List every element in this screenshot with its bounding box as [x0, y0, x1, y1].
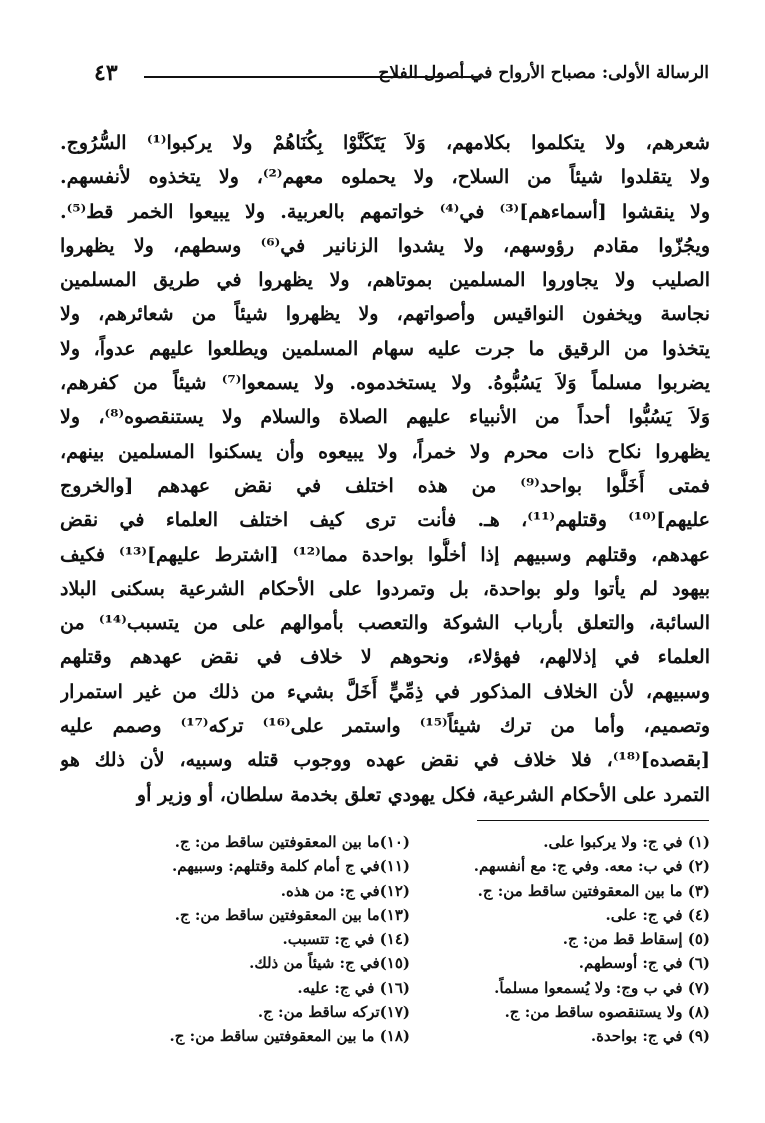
running-title: الرسالة الأولى: مصباح الأرواح في أصول الفلاح [378, 63, 709, 83]
footnote: (٢) في ب: معه. وفي ج: مع أنفسهم. [473, 857, 710, 876]
text-line: ولا يتقلدوا شيئاً من السلاح، ولا يحملوه معهم⁽²⁾، ولا يتخذوه لأنفسهم. [60, 166, 710, 189]
text-line: يتخذوا من الرقيق ما جرت عليه سهام المسلمين ويطلعوا عليهم عدواً، ولا [60, 337, 710, 360]
text-line: ولا ينقشوا [أسماءهم]⁽³⁾ في⁽⁴⁾ خواتمهم بالعربية. ولا يبيعوا الخمر قط⁽⁵⁾. [60, 200, 710, 223]
running-header [94, 58, 709, 88]
text-line: نجاسة ويخفون النواقيس وأصواتهم، ولا يظهروا شيئاً من شعائرهم، ولا [60, 303, 710, 326]
footnote: (١٨) ما بين المعقوفتين ساقط من: ج. [169, 1027, 410, 1046]
text-line: يظهروا نكاح ذات محرم ولا خمراً، ولا يبيعوه وأن يسكنوا المسلمين بينهم، [60, 440, 710, 463]
footnote: (١٥)في ج: شيئاً من ذلك. [249, 954, 410, 973]
text-line: وسبيهم، لأن الخلاف المذكور في ذِمِّيٍّ أَخَلَّ بشيء من ذلك من غير استمرار [60, 680, 710, 703]
main-text [60, 126, 710, 812]
footnote: (١٢)في ج: من هذه. [280, 881, 410, 900]
text-line: السائبة، والتعلق بأرباب الشوكة والتعصب بأموالهم على من يتسبب⁽¹⁴⁾ من [60, 612, 710, 635]
footnote: (٥) إسقاط قط من: ج. [562, 930, 710, 949]
footnote: (١١)في ج أمام كلمة وقتلهم: وسبيهم. [171, 857, 410, 876]
text-line: وَلاَ يَسُبُّوا أحداً من الأنبياء عليهم الصلاة والسلام ولا يستنقصوه⁽⁸⁾، ولا [60, 406, 710, 429]
footnote: (٨) ولا يستنقصوه ساقط من: ج. [504, 1003, 710, 1022]
footnote: (١٧)تركه ساقط من: ج. [257, 1003, 410, 1022]
text-line: عليهم]⁽¹⁰⁾ وقتلهم⁽¹¹⁾، هـ. فأنت ترى كيف اختلف العلماء في نقض [60, 509, 710, 532]
footnote: (١) في ج: ولا يركبوا على. [543, 833, 710, 851]
footnote: (٦) في ج: أوسطهم. [578, 954, 710, 973]
footnote: (٤) في ج: على. [605, 905, 710, 924]
footnote-separator [477, 820, 709, 821]
footnote: (٩) في ج: بواحدة. [590, 1027, 710, 1046]
footnotes-column-left [110, 830, 410, 1049]
text-line: بيهود لم يأتوا ولو بواحدة، بل وتمردوا على الأحكام الشرعية بسكنى البلاد [60, 577, 710, 600]
text-line: يضربوا مسلماً وَلاَ يَسُبُّوهُ. ولا يستخدموه. ولا يسمعوا⁽⁷⁾ شيئاً من كفرهم، [60, 372, 710, 395]
footnote: (١٦) في ج: عليه. [297, 978, 410, 997]
footnote: (١٠)ما بين المعقوفتين ساقط من: ج. [174, 833, 410, 851]
text-line: وتصميم، وأما من ترك شيئاً⁽¹⁵⁾ واستمر على⁽¹⁶⁾ تركه⁽¹⁷⁾ وصمم عليه [60, 715, 710, 738]
footnote: (٧) في ب وج: ولا يُسمعوا مسلماً. [494, 978, 710, 997]
text-line: شعرهم، ولا يتكلموا بكلامهم، وَلاَ يَتَكَنَّوْا بِكُنَاهُمْ ولا يركبوا⁽¹⁾ السُّرُوج. [60, 132, 710, 154]
text-line: ويجُزّوا مقادم رؤوسهم، ولا يشدوا الزنانير في⁽⁶⁾ وسطهم، ولا يظهروا [60, 234, 710, 257]
text-line: فمتى أَخَلُّوا بواحد⁽⁹⁾ من هذه اختلف في نقض عهدهم [والخروج [60, 474, 710, 497]
footnote: (١٣)ما بين المعقوفتين ساقط من: ج. [174, 905, 410, 924]
footnote: (٣) ما بين المعقوفتين ساقط من: ج. [477, 881, 710, 900]
text-line: [بقصده]⁽¹⁸⁾، فلا خلاف في نقض عهده ووجوب قتله وسبيه، لأن ذلك هو [60, 749, 710, 772]
footnotes-column-right [440, 830, 710, 1049]
footnote: (١٤) في ج: تتسبب. [282, 930, 410, 949]
page-number: ٤٣ [94, 60, 118, 86]
text-line: العلماء في إذلالهم، فهؤلاء، ونحوهم لا خلاف في نقض عهدهم وقتلهم [60, 646, 710, 669]
text-line: الصليب ولا يجاوروا المسلمين بموتاهم، ولا يظهروا في طريق المسلمين [60, 269, 710, 292]
text-line: التمرد على الأحكام الشرعية، فكل يهودي تعلق بخدمة سلطان، أو وزير أو [136, 783, 710, 806]
text-line: عهدهم، وقتلهم وسبيهم إذا أخلُّوا بواحدة مما⁽¹²⁾ [اشترط عليهم]⁽¹³⁾ فكيف [60, 543, 710, 566]
